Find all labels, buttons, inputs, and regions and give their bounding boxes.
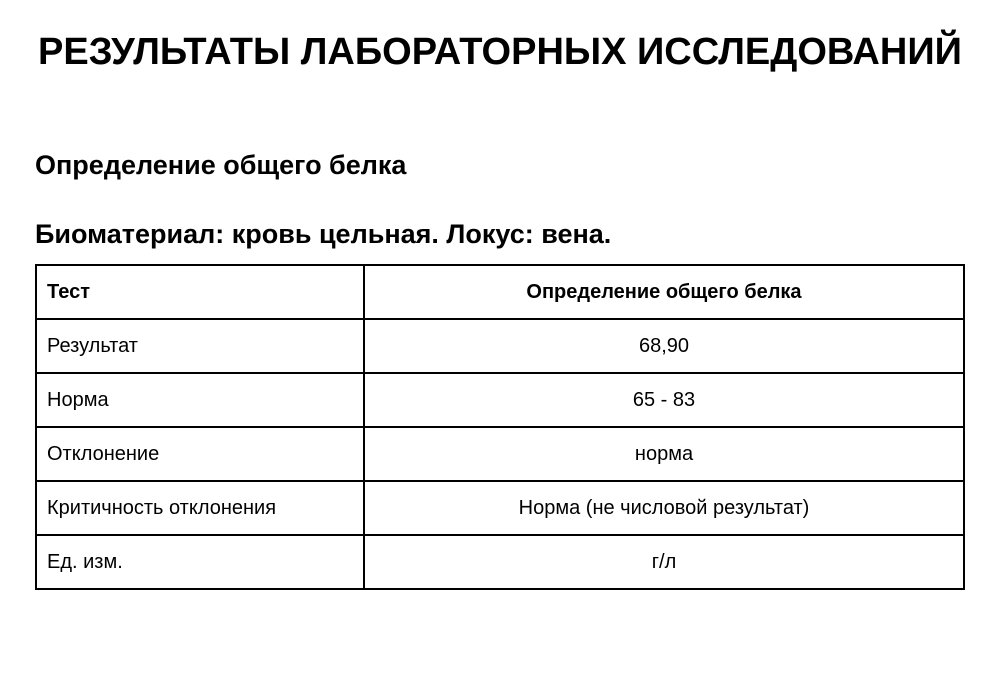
table-row (36, 319, 964, 373)
header-cell: Тест (36, 265, 364, 319)
test-name: Определение общего белка (35, 150, 407, 180)
row-value: г/л (364, 535, 964, 589)
row-label: Результат (36, 319, 364, 373)
header-cell: Определение общего белка (364, 265, 964, 319)
row-label: Норма (36, 373, 364, 427)
row-value: 65 - 83 (364, 373, 964, 427)
row-label: Ед. изм. (36, 535, 364, 589)
row-label: Критичность отклонения (36, 481, 364, 535)
table-row (36, 373, 964, 427)
table-header (36, 265, 964, 319)
row-value: Норма (не числовой результат) (364, 481, 964, 535)
row-value: 68,90 (364, 319, 964, 373)
results-table (35, 264, 965, 590)
row-label: Отклонение (36, 427, 364, 481)
table-row (36, 481, 964, 535)
page-title: РЕЗУЛЬТАТЫ ЛАБОРАТОРНЫХ ИССЛЕДОВАНИЙ (38, 31, 962, 73)
biomaterial-info: Биоматериал: кровь цельная. Локус: вена. (35, 219, 612, 249)
table-row (36, 535, 964, 589)
table-row (36, 427, 964, 481)
row-value: норма (364, 427, 964, 481)
